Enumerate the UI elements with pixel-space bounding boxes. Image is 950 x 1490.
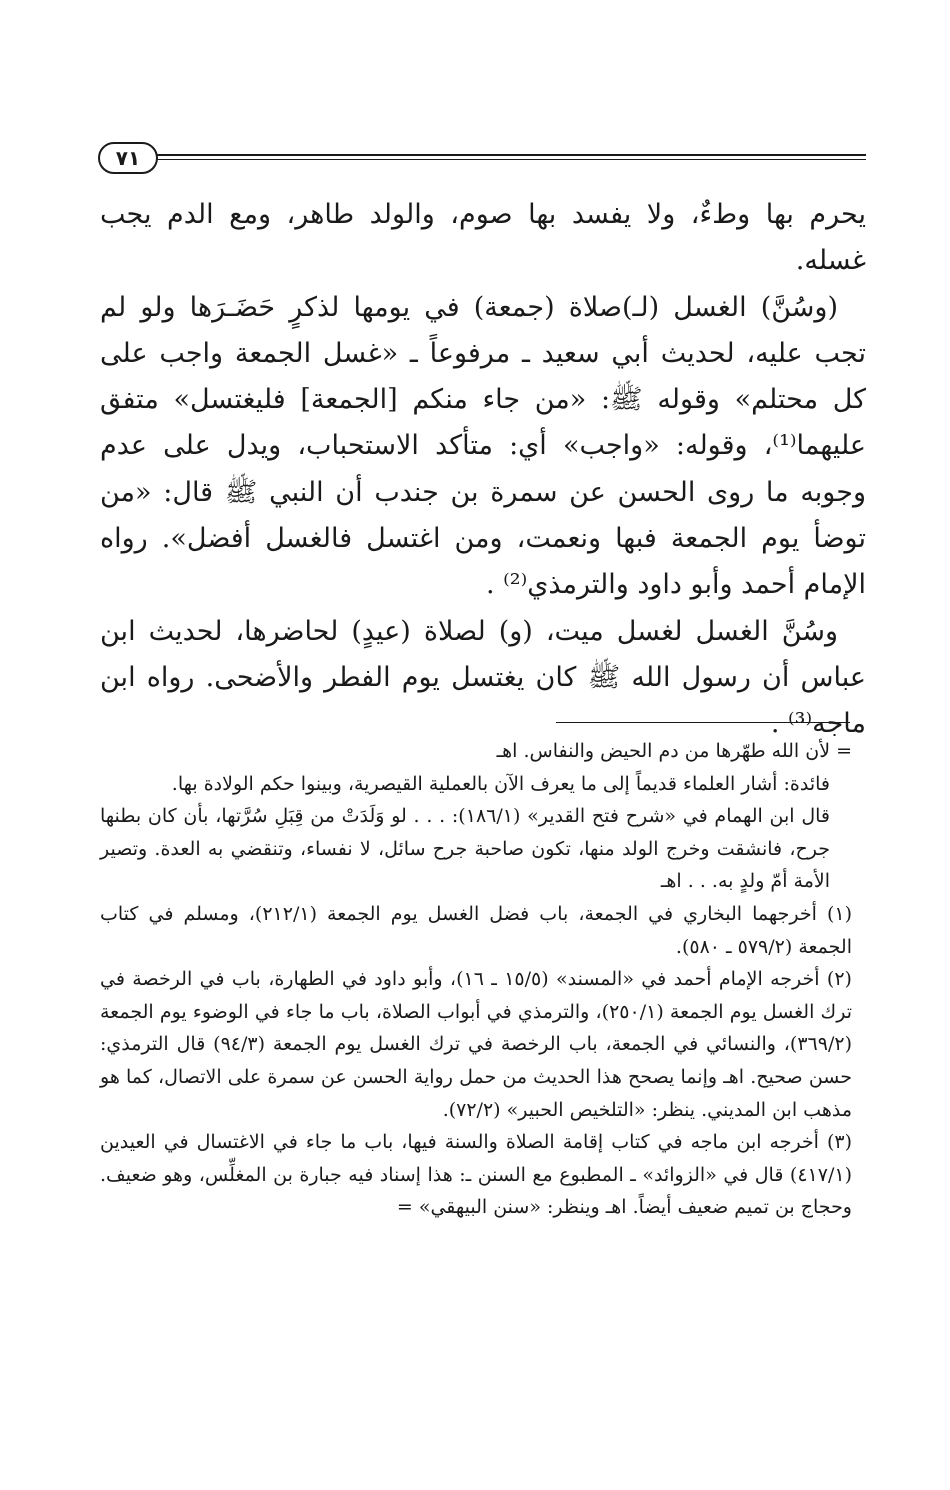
main-paragraph-1: يحرم بها وطءٌ، ولا يفسد بها صوم، والولد طاهر، ومع الدم يجب غسله.	[100, 199, 866, 277]
footnote-separator	[556, 722, 850, 723]
main-paragraph-2: (وسُنَّ) الغسل (لـ)صلاة (جمعة) في يومها لذكرٍ حَضَـرَها ولو لم تجب عليه، لحديث أبي سعيد ـ مرفوعاً ـ «غسل الجمعة واجب على كل محتلم» وقوله ﷺ: «من جاء منكم [الجمعة] فليغتسل» متفق عليهما⁽¹⁾، وقوله: «واجب» أي: متأكد الاستحباب، ويدل على عدم وجوبه ما روى الحسن عن سمرة بن جندب أن النبي ﷺ قال: «من توضأ يوم الجمعة فبها ونعمت، ومن اغتسل فالغسل أفضل». رواه الإمام أحمد وأبو داود والترمذي⁽²⁾ .	[100, 291, 866, 601]
footnote-continuation-1: = لأن الله طهّرها من دم الحيض والنفاس. اهـ	[496, 740, 852, 762]
footnote-3: (٣) أخرجه ابن ماجه في كتاب إقامة الصلاة والسنة فيها، باب ما جاء في الاغتسال في العيدين (٤١٧/١) قال في «الزوائد» ـ المطبوع مع السنن ـ: هذا إسناد فيه جبارة بن المغلِّس، وهو ضعيف. وحجاج بن تميم ضعيف أيضاً. اهـ وينظر: «سنن البيهقي» =	[100, 1131, 852, 1219]
footnotes	[100, 735, 852, 1224]
footnote-continuation-2: فائدة: أشار العلماء قديماً إلى ما يعرف الآن بالعملية القيصرية، وبينوا حكم الولادة بها.	[171, 772, 830, 795]
footnote-2: (٢) أخرجه الإمام أحمد في «المسند» (١٥/٥ ـ ١٦)، وأبو داود في الطهارة، باب في الرخصة في ترك الغسل يوم الجمعة (٢٥٠/١)، والترمذي في أبواب الصلاة، باب ما جاء في الوضوء يوم الجمعة (٣٦٩/٢)، والنسائي في الجمعة، باب الرخصة في ترك الغسل يوم الجمعة (٩٤/٣) قال الترمذي: حسن صحيح. اهـ وإنما يصحح هذا الحديث من حمل رواية الحسن عن سمرة على الاتصال، كما هو مذهب ابن المديني. ينظر: «التلخيص الحبير» (٧٢/٢).	[100, 968, 852, 1121]
header-rule	[156, 154, 866, 160]
footnote-continuation-3: قال ابن الهمام في «شرح فتح القدير» (١٨٦/١): . . . لو وَلَدَتْ من قِبَلِ سُرَّتها، بأن كان بطنها جرح، فانشقت وخرج الولد منها، تكون صاحبة جرح سائل، لا نفساء، وتنقضي به العدة. وتصير الأمة أمّ ولدٍ به. . . اهـ	[100, 805, 830, 893]
main-text	[100, 192, 866, 748]
page-header	[98, 142, 866, 176]
page-number: ٧١	[98, 142, 158, 174]
main-paragraph-3: وسُنَّ الغسل لغسل ميت، (و) لصلاة (عيدٍ) لحاضرها، لحديث ابن عباس أن رسول الله ﷺ كان يغتسل يوم الفطر والأضحى. رواه ابن ماجه⁽³⁾ .	[100, 615, 866, 740]
footnote-1: (١) أخرجهما البخاري في الجمعة، باب فضل الغسل يوم الجمعة (٢١٢/١)، ومسلم في كتاب الجمعة (٥٧٩/٢ ـ ٥٨٠).	[100, 902, 852, 958]
